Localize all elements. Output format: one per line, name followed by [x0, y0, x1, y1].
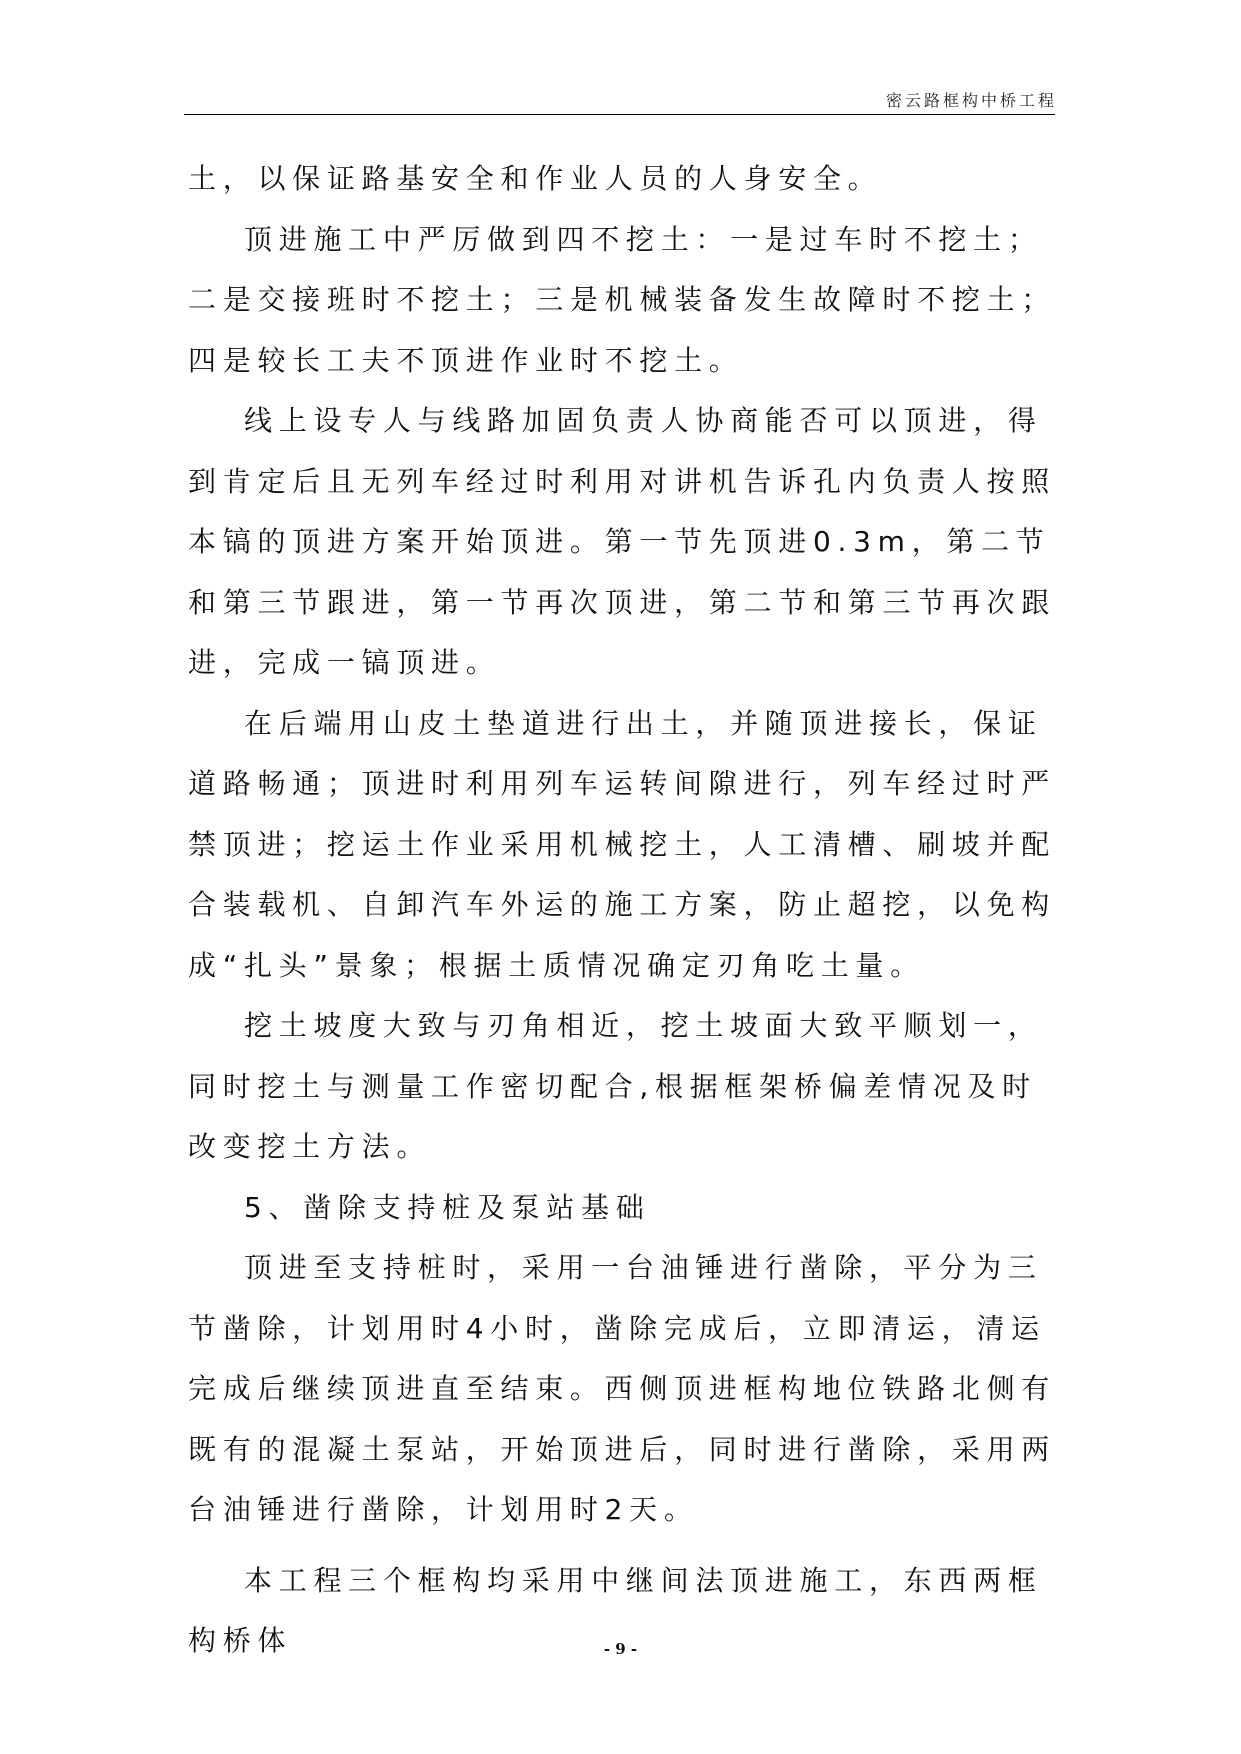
paragraph: 土，以保证路基安全和作业人员的人身安全。	[188, 162, 883, 195]
paragraph: 顶进施工中严厉做到四不挖土：一是过车时不挖土；二是交接班时不挖土；三是机械装备发生故障时不挖土；四是较长工夫不顶进作业时不挖土。	[188, 222, 1057, 377]
paragraph: 挖土坡度大致与刃角相近，挖土坡面大致平顺划一，同时挖土与测量工作密切配合,根据框架桥偏差情况及时改变挖土方法。	[188, 1009, 1043, 1163]
paragraph: 在后端用山皮土垫道进行出土，并随顶进接长，保证道路畅通；顶进时利用列车运转间隙进行，列车经过时严禁顶进；挖运土作业采用机械挖土，人工清槽、刷坡并配合装载机、自卸汽车外运的施工方案，防止超挖，以免构成“扎头”景象；根据土质情况确定刃角吃土量。	[188, 706, 1057, 982]
section-heading: 5、凿除支持桩及泵站基础	[244, 1190, 651, 1224]
header-rule	[184, 114, 1055, 115]
paragraph: 线上设专人与线路加固负责人协商能否可以顶进，得到肯定后且无列车经过时利用对讲机告诉孔内负责人按照本镐的顶进方案开始顶进。第一节先顶进0.3m，第二节和第三节跟进，第一节再次顶进，第二节和第三节再次跟进，完成一镐顶进。	[188, 404, 1057, 679]
paragraph: 顶进至支持桩时，采用一台油锤进行凿除，平分为三节凿除，计划用时4小时，凿除完成后，立即清运，清运完成后继续顶进直至结束。西侧顶进框构地位铁路北侧有既有的混凝土泵站，开始顶进后，同时进行凿除，采用两台油锤进行凿除，计划用时2天。	[188, 1251, 1057, 1526]
header-title: 密云路框构中桥工程	[885, 91, 1057, 110]
paragraph: 本工程三个框构均采用中继间法顶进施工，东西两框构桥体	[188, 1563, 1043, 1657]
document-body	[188, 149, 1058, 1672]
page-number: - 9 -	[603, 1640, 638, 1658]
